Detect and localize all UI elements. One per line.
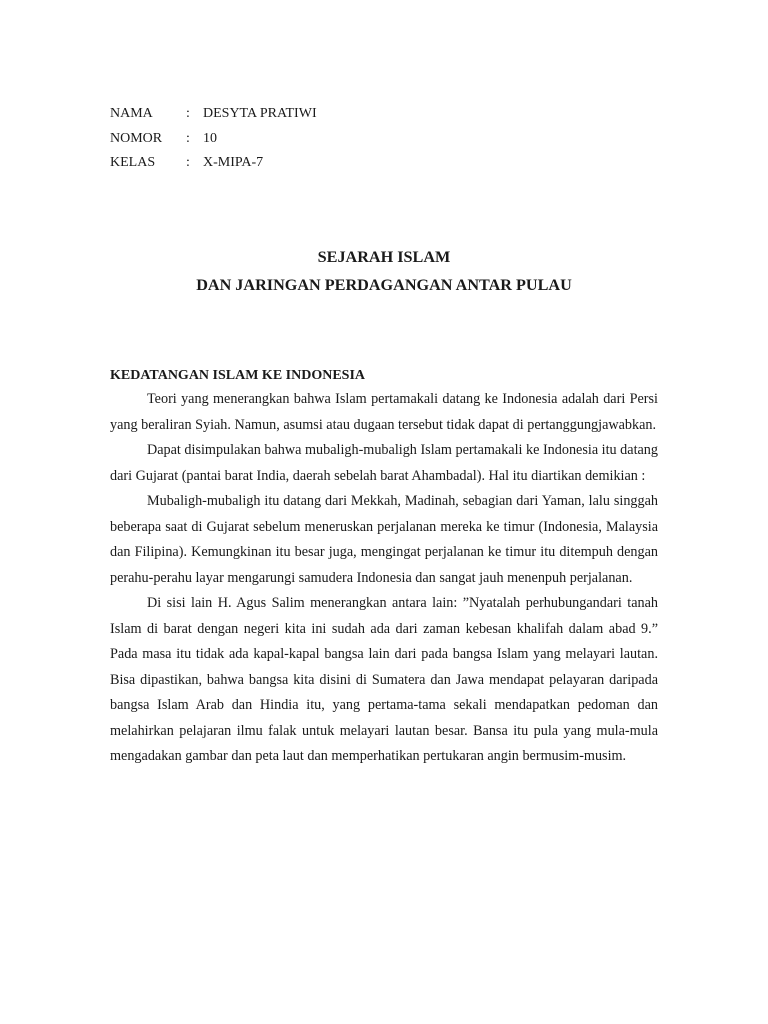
section-heading: KEDATANGAN ISLAM KE INDONESIA: [110, 368, 366, 383]
paragraph-4: Di sisi lain H. Agus Salim menerangkan antara lain: ”Nyatalah perhubungandari tanah Islam di barat dengan negeri kita ini sudah ada dari zaman kebesan khalifah dalam abad 9.” Pada masa itu tidak ada kapal-kapal bangsa lain dari pada bangsa Islam yang melayari lautan. Bisa dipastikan, bahwa bangsa kita disini di Sumatera dan Jawa mendapat pelayaran daripada bangsa Islam Arab dan Hindia itu, yang pertama-tama sekali mendapatkan pedoman dan melahirkan pelajaran ilmu falak untuk melayari lautan besar. Bansa itu pula yang mula-mula mengadakan gambar dan peta laut dan memperhatikan pertukaran angin bermusim-musim.: [110, 595, 658, 764]
identity-value: DESYTA PRATIWI: [203, 106, 317, 121]
identity-row-class: [110, 151, 317, 176]
paragraph-1: Teori yang menerangkan bahwa Islam pertamakali datang ke Indonesia adalah dari Persi yang beraliran Syiah. Namun, asumsi atau dugaan tersebut tidak dapat di pertanggungjawabkan.: [110, 391, 658, 433]
identity-value: X-MIPA-7: [203, 155, 264, 170]
identity-label: KELAS: [110, 155, 156, 170]
paragraph-3: Mubaligh-mubaligh itu datang dari Mekkah, Madinah, sebagian dari Yaman, lalu singgah beberapa saat di Gujarat sebelum meneruskan perjalanan mereka ke timur (Indonesia, Malaysia dan Filipina). Kemungkinan itu besar juga, mengingat perjalanan ke timur itu ditempuh dengan perahu-perahu layar mengarungi samudera Indonesia dan sangat jauh menenpuh perjalanan.: [110, 493, 658, 586]
identity-label: NOMOR: [110, 130, 163, 146]
title-line-2: DAN JARINGAN PERDAGANGAN ANTAR PULAU: [196, 276, 572, 294]
identity-separator: :: [186, 130, 190, 146]
identity-separator: :: [186, 106, 190, 121]
section-kedatangan-islam: [110, 365, 658, 770]
student-identity-block: [110, 102, 317, 176]
identity-separator: :: [186, 155, 190, 170]
identity-row-number: [110, 127, 317, 152]
identity-label: NAMA: [110, 106, 153, 121]
paragraph-2: Dapat disimpulakan bahwa mubaligh-mubaligh Islam pertamakali ke Indonesia itu datang dari Gujarat (pantai barat India, daerah sebelah barat Ahambadal). Hal itu diartikan demikian :: [110, 442, 658, 484]
identity-row-name: [110, 102, 317, 127]
document-title: [0, 243, 768, 299]
title-line-1: SEJARAH ISLAM: [317, 248, 451, 266]
identity-value: 10: [203, 130, 217, 146]
